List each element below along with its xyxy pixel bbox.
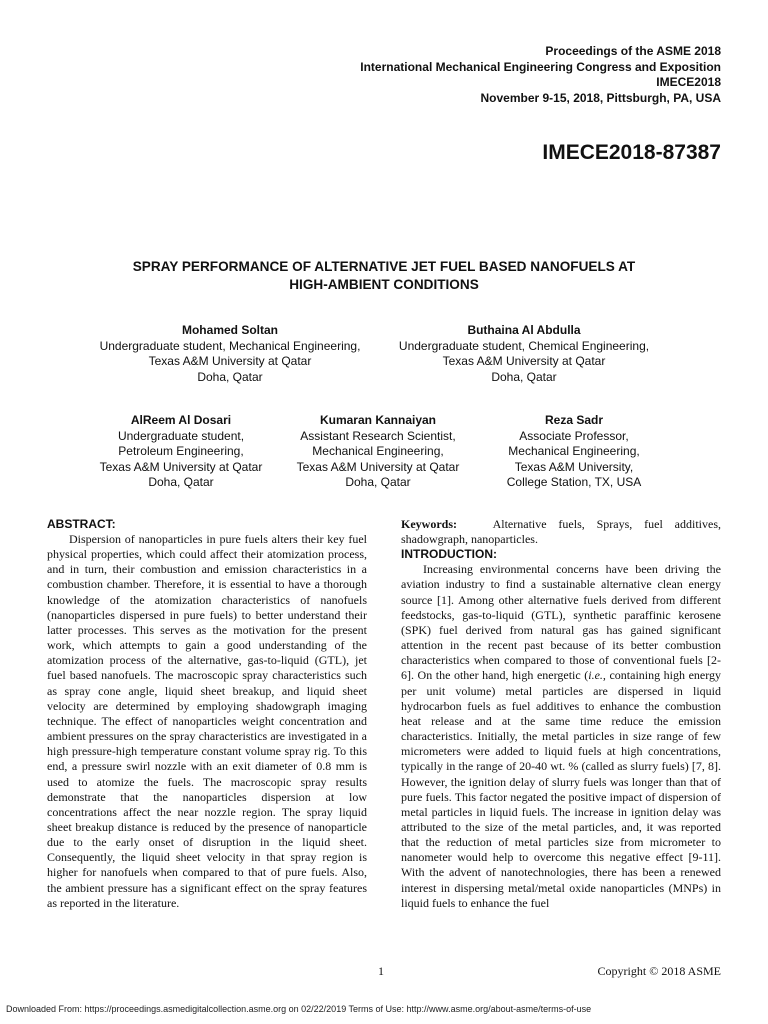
author-affiliation: Mechanical Engineering, bbox=[312, 444, 444, 459]
author-affiliation: Texas A&M University at Qatar bbox=[148, 354, 312, 369]
title-line: HIGH-AMBIENT CONDITIONS bbox=[289, 277, 479, 292]
author-block bbox=[374, 323, 674, 385]
proceedings-line: IMECE2018 bbox=[656, 75, 721, 89]
author-affiliation: Doha, Qatar bbox=[345, 475, 411, 490]
right-column bbox=[401, 517, 721, 911]
author-affiliation: Associate Professor, bbox=[519, 428, 629, 443]
keywords-text: Alternative fuels, Sprays, fuel additives, shadowgraph, nanoparticles. bbox=[401, 517, 721, 547]
author-name: AlReem Al Dosari bbox=[130, 413, 232, 427]
author-name: Buthaina Al Abdulla bbox=[467, 323, 581, 337]
intro-part-1: Increasing environmental concerns have been driving the aviation industry to find a sustainable alternative clean energy source [1]. Among other alternative fuels derived from different feedstocks, gas-to-liquid (GTL), synthetic paraffinic kerosene (SPK) fuel derived from natural gas has gained significant attention in the recent past because of its better combustion characteristics when compared to those of conventional fuels [2-6]. On the other hand, high energetic ( bbox=[401, 562, 721, 683]
author-affiliation: Doha, Qatar bbox=[148, 475, 214, 490]
keywords bbox=[401, 517, 721, 547]
paper-title bbox=[60, 258, 708, 294]
author-affiliation: Mechanical Engineering, bbox=[508, 444, 640, 459]
proceedings-line: Proceedings of the ASME 2018 bbox=[545, 44, 721, 58]
author-affiliation: Doha, Qatar bbox=[491, 369, 557, 384]
author-affiliation: Doha, Qatar bbox=[197, 369, 263, 384]
author-affiliation: Texas A&M University, bbox=[514, 459, 634, 474]
abstract-heading: ABSTRACT: bbox=[47, 517, 116, 531]
copyright: Copyright © 2018 ASME bbox=[597, 964, 721, 978]
paper-id: IMECE2018-87387 bbox=[542, 141, 721, 164]
author-affiliation: Texas A&M University at Qatar bbox=[99, 459, 263, 474]
author-name: Mohamed Soltan bbox=[181, 323, 278, 337]
intro-italic: i.e., bbox=[588, 668, 606, 683]
author-affiliation: Texas A&M University at Qatar bbox=[442, 354, 606, 369]
proceedings-line: International Mechanical Engineering Congress and Exposition bbox=[360, 59, 721, 74]
author-affiliation: Petroleum Engineering, bbox=[118, 444, 244, 459]
author-block bbox=[424, 413, 724, 491]
proceedings-line: November 9-15, 2018, Pittsburgh, PA, USA bbox=[480, 90, 721, 105]
author-affiliation: Assistant Research Scientist, bbox=[300, 428, 456, 443]
title-line: SPRAY PERFORMANCE OF ALTERNATIVE JET FUEL BASED NANOFUELS AT bbox=[132, 259, 636, 274]
keywords-label: Keywords: bbox=[401, 517, 457, 531]
abstract-section bbox=[47, 517, 367, 911]
intro-part-2: containing high energy per unit volume) metal particles are dispersed in liquid hydrocarbon fuels as fuel additives to enhance the combustion heat release and at the same time reduce the emission characteristics. Initially, the metal particles in size range of few micrometers were added to liquid fuels at high concentrations, typically in the range of 20-40 wt. % (called as slurry fuels) [7, 8]. However, the ignition delay of slurry fuels was longer than that of pure fuels. This factor negated the positive impact of dispersion of metal particles in liquid fuels. The increase in ignition delay was attributed to the size of the metal particles, and, it was reported that the reduction of metal particles size from micrometer to nanometer would help to overcome this negative effect [9-11]. With the advent of nanotechnologies, there has been a renewed interest in dispersing metal/metal oxide nanoparticles (MNPs) in liquid fuels to enhance the fuel bbox=[401, 668, 721, 910]
download-notice: Downloaded From: https://proceedings.asmedigitalcollection.asme.org on 02/22/2019 Terms of Use: http://www.asme.org/about-asme/terms-of-use bbox=[6, 1004, 592, 1014]
introduction-heading: INTRODUCTION: bbox=[401, 547, 497, 562]
author-name: Reza Sadr bbox=[544, 413, 604, 427]
author-affiliation: Undergraduate student, Chemical Engineering, bbox=[398, 338, 650, 353]
author-affiliation: Texas A&M University at Qatar bbox=[296, 459, 460, 474]
author-affiliation: Undergraduate student, bbox=[117, 428, 245, 443]
abstract-text: Dispersion of nanoparticles in pure fuels alters their key fuel physical properties, which could affect their atomization process, and in turn, their combustion and emission characteristics in a combustion chamber. Therefore, it is essential to have a thorough knowledge of the atomization characteristics of nanofuels (nanoparticles dispersed in pure fuels) to better understand their latter processes. This serves as the motivation for the present work, which attempts to gain a good understanding of the atomization process of the alternative, gas-to-liquid (GTL), jet fuel based nanofuels. The macroscopic spray characteristics such as spray cone angle, liquid sheet breakup, and liquid sheet velocity are determined by employing shadowgraph imaging technique. The effect of nanoparticles weight concentration and ambient pressures on the spray characteristics are investigated in a high pressure-high temperature constant volume spray rig. To this end, a pressure swirl nozzle with an exit diameter of 0.8 mm is used to atomize the fuels. The macroscopic spray results demonstrate that the nanoparticles dispersion at low concentrations affect the near nozzle region. The spray liquid sheet breakup distance is reduced by the presence of nanoparticle due to the early onset of disruption in the liquid sheet. Consequently, the liquid sheet velocity in that spray region is higher for nanofuels when compared to that of pure fuels. Also, the ambient pressure has a significant effect on the spray features as reported in the literature. bbox=[47, 532, 367, 910]
proceedings-header bbox=[221, 44, 721, 106]
introduction-text bbox=[401, 562, 721, 911]
author-block bbox=[80, 323, 380, 385]
author-affiliation: Undergraduate student, Mechanical Engineering, bbox=[99, 338, 361, 353]
author-name: Kumaran Kannaiyan bbox=[319, 413, 437, 427]
author-affiliation: College Station, TX, USA bbox=[506, 475, 642, 490]
page-number: 1 bbox=[378, 964, 384, 978]
